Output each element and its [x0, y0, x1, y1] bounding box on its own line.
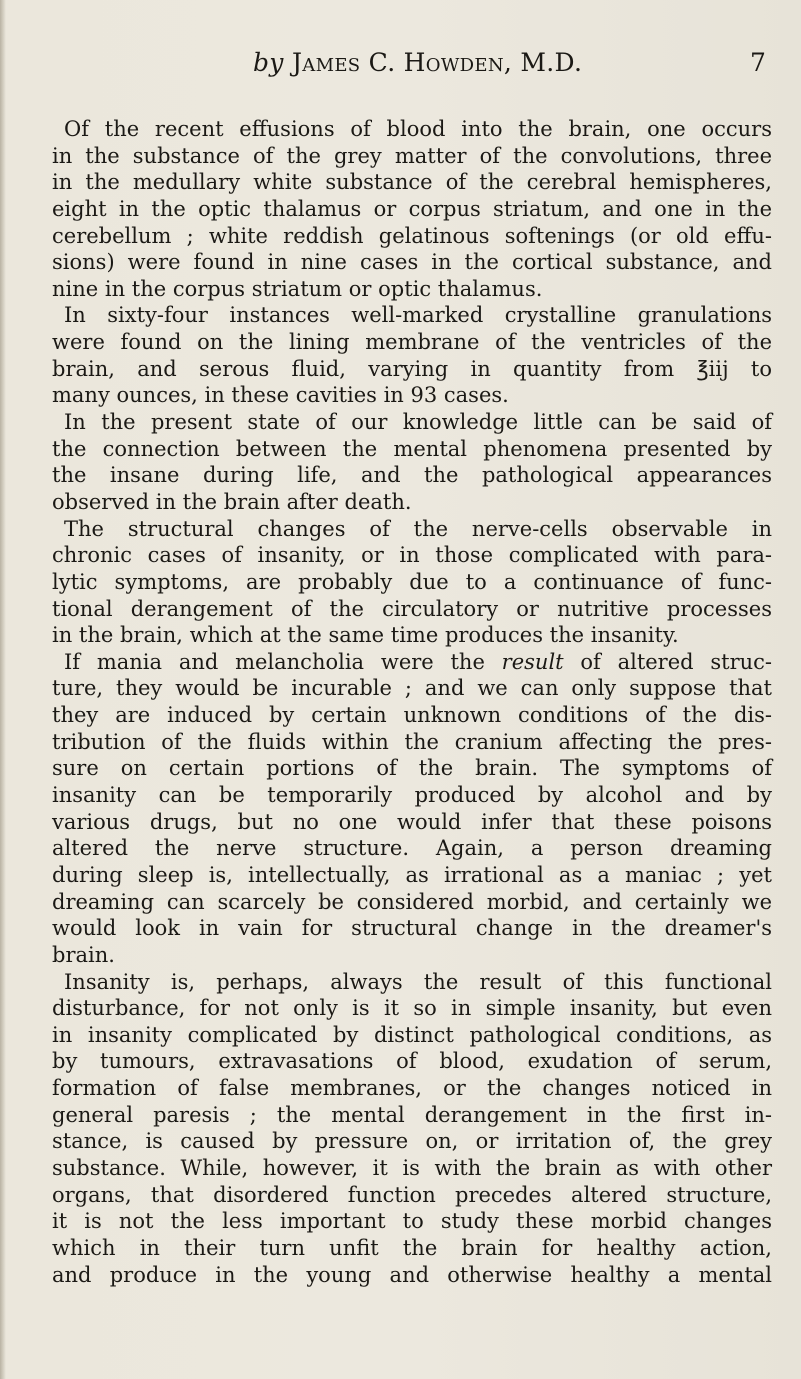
text-line: In the present state of our knowledge little can be said of [64, 410, 772, 435]
text-line: tional derangement of the circulatory or nutritive processes [52, 596, 772, 621]
text-line: In sixty-four instances well-marked crystalline granulations [64, 303, 772, 328]
text-line: lytic symptoms, are probably due to a continuance of func- [52, 569, 772, 594]
page-edge-shadow [0, 0, 6, 1379]
text-line: formation of false membranes, or the changes noticed in [52, 1076, 772, 1101]
text-line: Of the recent effusions of blood into the brain, one occurs [64, 117, 772, 141]
text-line: which in their turn unfit the brain for healthy action, [52, 1235, 772, 1260]
text-line: in insanity complicated by distinct pathological conditions, as [52, 1022, 772, 1047]
text-line: altered the nerve structure. Again, a person dreaming [52, 836, 772, 861]
text-line: eight in the optic thalamus or corpus striatum, and one in the [52, 196, 772, 221]
text-line: ture, they would be incurable ; and we can only suppose that [52, 676, 772, 701]
text-line-segment: of altered struc- [563, 649, 773, 674]
text-line: cerebellum ; white reddish gelatinous softenings (or old effu- [52, 223, 772, 248]
text-line: in the substance of the grey matter of the convolutions, three [52, 143, 772, 168]
page-number: 7 [750, 48, 766, 77]
text-line: the insane during life, and the pathological appearances [52, 463, 772, 488]
text-line: disturbance, for not only is it so in simple insanity, but even [52, 996, 772, 1021]
running-head-by: by [253, 48, 284, 77]
running-head [253, 48, 582, 77]
text-line [52, 649, 772, 676]
text-line: in the brain, which at the same time produces the insanity. [52, 623, 679, 648]
running-head-author: James C. Howden, M.D. [291, 48, 583, 77]
text-line: sions) were found in nine cases in the cortical substance, and [52, 250, 772, 275]
text-line: stance, is caused by pressure on, or irritation of, the grey [52, 1129, 772, 1154]
text-line: dreaming can scarcely be considered morbid, and certainly we [52, 889, 772, 914]
running-header [0, 48, 801, 80]
text-line: chronic cases of insanity, or in those complicated with para- [52, 543, 772, 568]
text-line: insanity can be temporarily produced by alcohol and by [52, 783, 772, 808]
text-line: they are induced by certain unknown conditions of the dis- [52, 703, 772, 728]
text-line: observed in the brain after death. [52, 489, 412, 514]
body-text [52, 116, 772, 1288]
text-line: the connection between the mental phenomena presented by [52, 436, 772, 461]
text-line: The structural changes of the nerve-cells observable in [64, 516, 772, 541]
text-line-segment: If mania and melancholia were the [64, 649, 502, 674]
text-line: were found on the lining membrane of the ventricles of the [52, 330, 772, 355]
text-line: and produce in the young and otherwise healthy a mental [52, 1262, 772, 1287]
text-line: it is not the less important to study these morbid changes [52, 1209, 772, 1234]
text-line: general paresis ; the mental derangement in the first in- [52, 1102, 772, 1127]
text-line: many ounces, in these cavities in 93 cases. [52, 383, 509, 408]
text-line: brain, and serous fluid, varying in quantity from ℥iij to [52, 356, 772, 381]
text-line: various drugs, but no one would infer that these poisons [52, 809, 772, 834]
text-line: would look in vain for structural change in the dreamer's [52, 916, 772, 941]
text-line: substance. While, however, it is with the brain as with other [52, 1155, 772, 1180]
text-line: during sleep is, intellectually, as irrational as a maniac ; yet [52, 862, 772, 887]
text-line: tribution of the fluids within the cranium affecting the pres- [52, 729, 772, 754]
text-line: brain. [52, 942, 115, 967]
italic-word: result [501, 649, 564, 674]
text-line: sure on certain portions of the brain. The symptoms of [52, 756, 772, 781]
text-line: organs, that disordered function precedes altered structure, [52, 1182, 772, 1207]
text-line: Insanity is, perhaps, always the result of this functional [64, 969, 772, 994]
text-line: in the medullary white substance of the cerebral hemispheres, [52, 170, 772, 195]
text-line: by tumours, extravasations of blood, exudation of serum, [52, 1049, 772, 1074]
text-line: nine in the corpus striatum or optic thalamus. [52, 276, 543, 301]
